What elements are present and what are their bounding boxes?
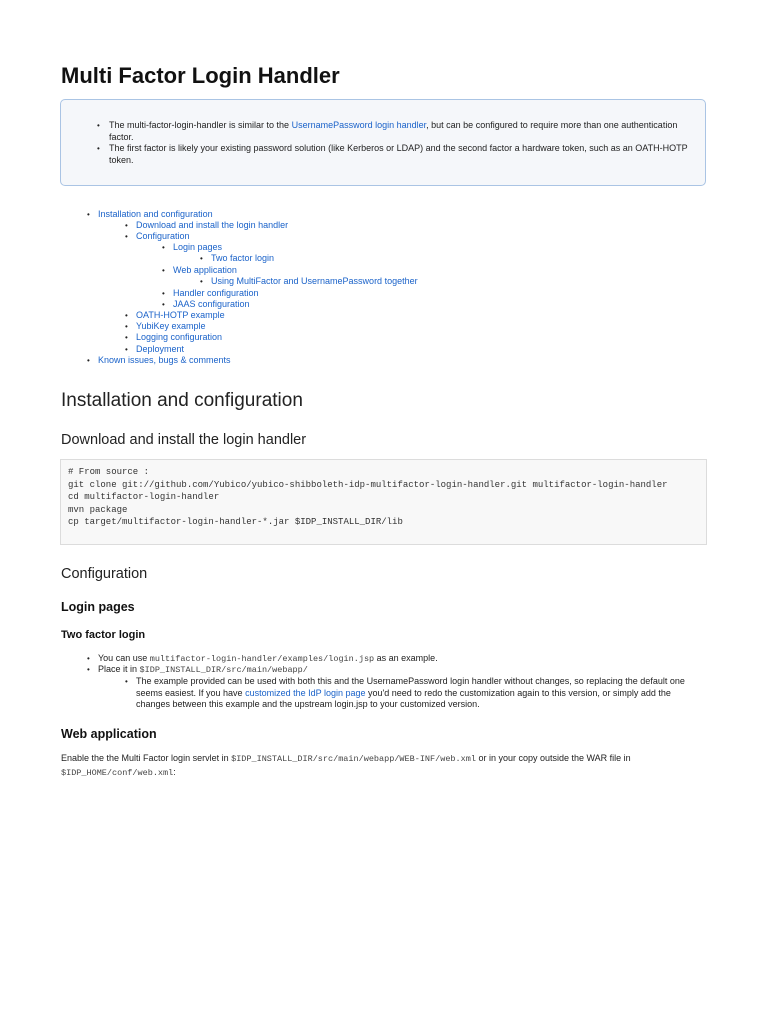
toc-item xyxy=(162,265,237,277)
toc-item xyxy=(125,332,223,344)
toc-link-configuration[interactable]: Configuration xyxy=(136,231,190,241)
bullet-icon: • xyxy=(162,300,165,309)
code-block xyxy=(60,459,707,545)
info-text: The first factor is likely your existing password solution (like Kerberos or LDAP) and the second factor a hardware token, such as an OATH-HOTP token. xyxy=(109,143,688,165)
toc-item xyxy=(162,288,259,300)
list-text: Place it in xyxy=(98,664,140,674)
paragraph-text: Enable the the Multi Factor login servlet in xyxy=(61,753,232,763)
paragraph-text: or in your copy outside the WAR file in xyxy=(475,753,631,763)
code-line: # From source : xyxy=(68,467,150,477)
list-text: as an example. xyxy=(374,653,438,663)
inline-code: multifactor-login-handler/examples/login.jsp xyxy=(149,654,375,664)
list-item xyxy=(87,664,308,677)
bullet-icon: • xyxy=(125,232,128,241)
inline-code: $IDP_INSTALL_DIR/src/main/webapp/WEB-INF/web.xml xyxy=(231,754,476,764)
list-item xyxy=(125,676,706,711)
paragraph-text: : xyxy=(173,767,176,777)
web-app-paragraph xyxy=(61,752,711,780)
code-line: cp target/multifactor-login-handler-*.jar $IDP_INSTALL_DIR/lib xyxy=(68,517,403,527)
toc-item xyxy=(162,299,250,311)
info-item xyxy=(97,143,699,166)
code-line: mvn package xyxy=(68,504,128,515)
toc-link-deployment[interactable]: Deployment xyxy=(136,344,185,354)
toc-link-web-app[interactable]: Web application xyxy=(173,265,237,275)
bullet-icon: • xyxy=(125,677,128,686)
bullet-icon: • xyxy=(162,289,165,298)
inline-code: $IDP_INSTALL_DIR/src/main/webapp/ xyxy=(139,665,308,675)
usernamepassword-link[interactable]: UsernamePassword login handler xyxy=(291,120,427,130)
toc-item xyxy=(125,231,190,243)
info-list xyxy=(97,120,699,166)
list-text: You can use xyxy=(98,653,150,663)
toc-link-oath[interactable]: OATH-HOTP example xyxy=(136,310,225,320)
toc-link-two-factor[interactable]: Two factor login xyxy=(211,253,275,263)
bullet-icon: • xyxy=(162,266,165,275)
inline-code: $IDP_HOME/conf/web.xml xyxy=(61,768,174,778)
bullet-icon: • xyxy=(97,121,100,130)
info-item xyxy=(97,120,699,143)
list-text: The example provided can be used with both this and the UsernamePassword login handler without changes, so replacing the default one seems easiest. If you have xyxy=(136,676,685,698)
toc-item xyxy=(200,276,418,288)
section-heading-login-pages: Login pages xyxy=(61,600,135,614)
toc-item xyxy=(87,355,231,367)
toc-link-download[interactable]: Download and install the login handler xyxy=(136,220,289,230)
bullet-icon: • xyxy=(87,356,90,365)
toc-item xyxy=(87,209,213,221)
section-heading-download: Download and install the login handler xyxy=(61,432,307,448)
bullet-icon: • xyxy=(125,221,128,230)
page-title: Multi Factor Login Handler xyxy=(61,63,340,88)
toc-item xyxy=(125,310,225,322)
bullet-icon: • xyxy=(125,333,128,342)
section-heading-two-factor: Two factor login xyxy=(61,629,146,641)
bullet-icon: • xyxy=(87,654,90,663)
info-text: , but can be configured to require more than one authentication factor. xyxy=(109,120,678,142)
customized-login-page-link[interactable]: customized the IdP login page xyxy=(245,687,366,698)
info-box xyxy=(60,99,706,186)
code-line: cd multifactor-login-handler xyxy=(68,492,220,502)
bullet-icon: • xyxy=(125,322,128,331)
toc-link-known-issues[interactable]: Known issues, bugs & comments xyxy=(98,355,231,365)
toc-link-yubikey[interactable]: YubiKey example xyxy=(136,321,206,331)
bullet-icon: • xyxy=(87,210,90,219)
bullet-icon: • xyxy=(97,144,100,153)
bullet-icon: • xyxy=(125,345,128,354)
toc-link-login-pages[interactable]: Login pages xyxy=(173,242,223,252)
bullet-icon: • xyxy=(125,311,128,320)
toc-link-handler-config[interactable]: Handler configuration xyxy=(173,288,259,298)
info-text: The multi-factor-login-handler is similar to the xyxy=(109,120,292,130)
toc-item xyxy=(200,253,275,265)
toc-link-using-multi[interactable]: Using MultiFactor and UsernamePassword together xyxy=(211,276,418,286)
section-heading-web-app: Web application xyxy=(61,727,157,741)
toc-item xyxy=(125,321,206,333)
bullet-icon: • xyxy=(87,665,90,674)
toc-link-jaas-config[interactable]: JAAS configuration xyxy=(173,299,250,309)
toc-item xyxy=(125,344,185,356)
bullet-icon: • xyxy=(162,243,165,252)
list-text: you'd need to redo the customization again to this version, or simply add the changes between this example and the upstream login.jsp to your customized version. xyxy=(136,687,671,709)
toc-link-installation[interactable]: Installation and configuration xyxy=(98,209,213,219)
section-heading-installation: Installation and configuration xyxy=(61,390,303,411)
bullet-icon: • xyxy=(200,254,203,263)
bullet-icon: • xyxy=(200,277,203,286)
toc-item xyxy=(125,220,289,232)
code-line: git clone git://github.com/Yubico/yubico-shibboleth-idp-multifactor-login-handler.git multifactor-login-handler xyxy=(68,479,668,490)
section-heading-configuration: Configuration xyxy=(61,566,148,582)
toc-item xyxy=(162,242,223,254)
toc-link-logging[interactable]: Logging configuration xyxy=(136,332,223,342)
